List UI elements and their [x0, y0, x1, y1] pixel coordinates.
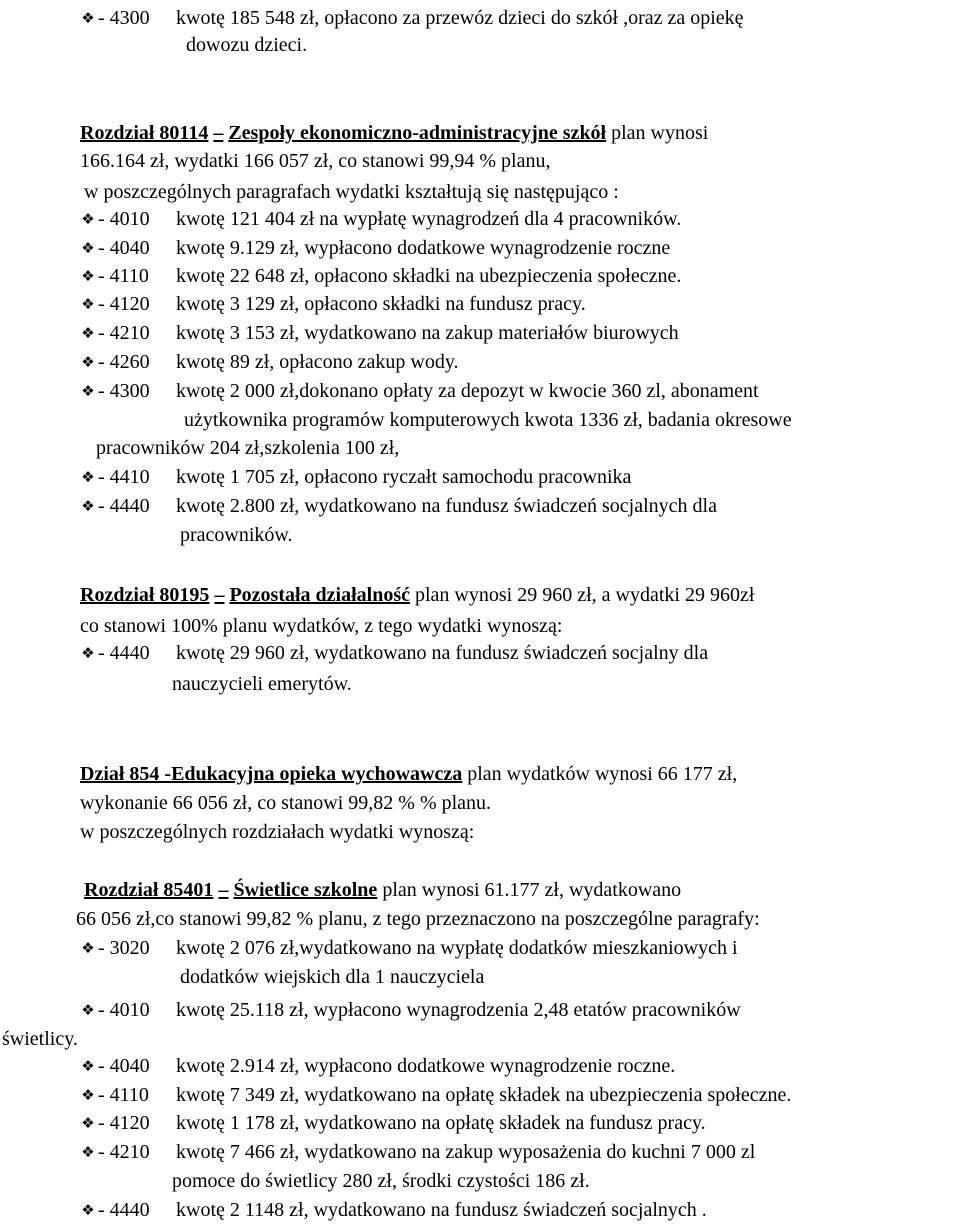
item-text-cont: dowozu dzieci. — [186, 34, 308, 56]
item-text: kwotę 2.800 zł, wydatkowano na fundusz świadczeń socjalnych dla — [176, 495, 717, 517]
item-code: - 4260 — [98, 351, 150, 373]
bullet-icon — [80, 238, 96, 258]
heading-name: Zespoły ekonomiczno-administracyjne szkół — [228, 122, 607, 144]
item-text: kwotę 9.129 zł, wypłacono dodatkowe wynagrodzenie roczne — [176, 237, 671, 259]
item-text: kwotę 22 648 zł, opłacono składki na ubezpieczenia społeczne. — [176, 265, 682, 287]
item-code: - 4010 — [98, 999, 150, 1021]
item-text: kwotę 7 349 zł, wydatkowano na opłatę składek na ubezpieczenia społeczne. — [176, 1084, 792, 1106]
heading-label: Rozdział 80195 — [80, 584, 210, 606]
bullet-icon — [80, 1142, 96, 1162]
item-code: - 4120 — [98, 293, 150, 315]
item-text: kwotę 89 zł, opłacono zakup wody. — [176, 351, 459, 373]
item-code: - 4440 — [98, 1199, 150, 1221]
bullet-icon — [80, 938, 96, 958]
item-text: kwotę 185 548 zł, opłacono za przewóz dzieci do szkół ,oraz za opiekę — [176, 7, 744, 29]
paragraph-line: w poszczególnych paragrafach wydatki kształtują się następująco : — [84, 181, 619, 203]
item-code: - 3020 — [98, 937, 150, 959]
item-code: - 4210 — [98, 322, 150, 344]
paragraph-line: wykonanie 66 056 zł, co stanowi 99,82 % % planu. — [80, 792, 492, 814]
item-text: kwotę 2.914 zł, wypłacono dodatkowe wynagrodzenie roczne. — [176, 1055, 676, 1077]
item-text: kwotę 1 705 zł, opłacono ryczałt samochodu pracownika — [176, 466, 632, 488]
bullet-icon — [80, 294, 96, 314]
heading-dash: – — [214, 584, 225, 606]
bullet-icon — [80, 496, 96, 516]
bullet-icon — [80, 467, 96, 487]
bullet-icon — [80, 209, 96, 229]
item-code: - 4300 — [98, 380, 150, 402]
item-code: - 4010 — [98, 208, 150, 230]
bullet-icon — [80, 8, 96, 28]
paragraph-line: co stanowi 100% planu wydatków, z tego wydatki wynoszą: — [80, 615, 563, 637]
item-text: kwotę 3 153 zł, wydatkowano na zakup materiałów biurowych — [176, 322, 679, 344]
bullet-icon — [80, 323, 96, 343]
bullet-icon — [80, 1085, 96, 1105]
paragraph-line: 166.164 zł, wydatki 166 057 zł, co stanowi 99,94 % planu, — [80, 150, 551, 172]
item-text-cont: nauczycieli emerytów. — [172, 673, 352, 695]
item-text: kwotę 2 076 zł,wydatkowano na wypłatę dodatków mieszkaniowych i — [176, 937, 738, 959]
bullet-icon — [80, 352, 96, 372]
heading-tail: plan wynosi — [611, 122, 709, 144]
heading-label: Rozdział 80114 — [80, 122, 209, 144]
heading-label: Dział 854 -Edukacyjna opieka wychowawcza — [80, 763, 463, 785]
bullet-icon — [80, 1000, 96, 1020]
item-code: - 4210 — [98, 1141, 150, 1163]
paragraph-line: w poszczególnych rozdziałach wydatki wynoszą: — [80, 821, 475, 843]
bullet-icon — [80, 1113, 96, 1133]
item-code: - 4440 — [98, 495, 150, 517]
item-code: - 4300 — [98, 7, 150, 29]
item-text-cont: użytkownika programów komputerowych kwota 1336 zł, badania okresowe — [184, 409, 792, 431]
item-text: kwotę 1 178 zł, wydatkowano na opłatę składek na fundusz pracy. — [176, 1112, 706, 1134]
heading-name: Pozostała działalność — [229, 584, 410, 606]
item-code: - 4110 — [98, 1084, 149, 1106]
item-code: - 4410 — [98, 466, 150, 488]
item-code: - 4110 — [98, 265, 149, 287]
item-text: kwotę 2 1148 zł, wydatkowano na fundusz świadczeń socjalnych . — [176, 1199, 707, 1221]
bullet-icon — [80, 381, 96, 401]
heading-name: Świetlice szkolne — [233, 879, 378, 901]
item-code: - 4040 — [98, 237, 150, 259]
section-heading — [80, 121, 708, 145]
bullet-icon — [80, 643, 96, 663]
item-text-cont: świetlicy. — [2, 1028, 78, 1050]
item-text: kwotę 7 466 zł, wydatkowano na zakup wyposażenia do kuchni 7 000 zl — [176, 1141, 756, 1163]
item-text: kwotę 25.118 zł, wypłacono wynagrodzenia 2,48 etatów pracowników — [176, 999, 741, 1021]
bullet-icon — [80, 1056, 96, 1076]
item-text: kwotę 2 000 zł,dokonano opłaty za depozyt w kwocie 360 zl, abonament — [176, 380, 759, 402]
heading-dash: – — [213, 122, 224, 144]
section-heading — [84, 878, 681, 902]
item-text: kwotę 121 404 zł na wypłatę wynagrodzeń dla 4 pracowników. — [176, 208, 682, 230]
item-code: - 4440 — [98, 642, 150, 664]
item-text: kwotę 29 960 zł, wydatkowano na fundusz świadczeń socjalny dla — [176, 642, 709, 664]
item-text-cont: pracowników. — [180, 524, 293, 546]
item-text-cont: pracowników 204 zł,szkolenia 100 zł, — [96, 437, 400, 459]
item-code: - 4120 — [98, 1112, 150, 1134]
heading-dash: – — [218, 879, 229, 901]
item-text-cont: pomoce do świetlicy 280 zł, środki czystości 186 zł. — [172, 1170, 590, 1192]
heading-tail: plan wynosi 29 960 zł, a wydatki 29 960zł — [414, 584, 755, 606]
paragraph-line: 66 056 zł,co stanowi 99,82 % planu, z tego przeznaczono na poszczególne paragrafy: — [76, 908, 760, 930]
item-text: kwotę 3 129 zł, opłacono składki na fundusz pracy. — [176, 293, 586, 315]
section-heading — [80, 583, 754, 607]
heading-tail: plan wydatków wynosi 66 177 zł, — [467, 763, 738, 785]
bullet-icon — [80, 266, 96, 286]
section-heading — [80, 762, 737, 786]
heading-label: Rozdział 85401 — [84, 879, 214, 901]
item-code: - 4040 — [98, 1055, 150, 1077]
heading-tail: plan wynosi 61.177 zł, wydatkowano — [382, 879, 682, 901]
item-text-cont: dodatków wiejskich dla 1 nauczyciela — [180, 966, 485, 988]
bullet-icon — [80, 1200, 96, 1220]
